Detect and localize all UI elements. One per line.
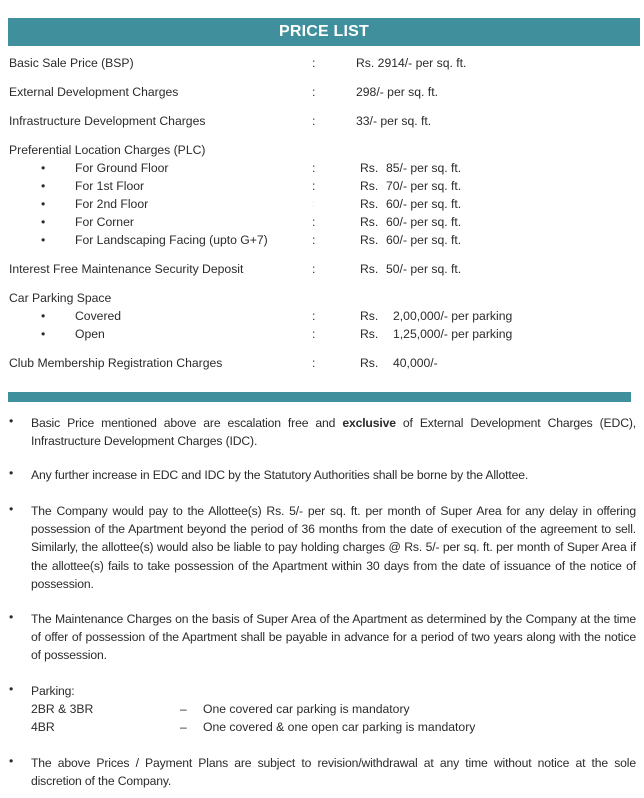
note-text-part: Basic Price mentioned above are escalation free and — [31, 416, 343, 430]
bullet-icon: • — [41, 327, 46, 341]
currency: Rs. — [360, 309, 379, 323]
row-label: Car Parking Space — [9, 291, 112, 305]
apartment-type: 4BR — [31, 720, 55, 734]
row-separator: : — [312, 56, 316, 70]
row-label: Open — [75, 327, 105, 341]
currency: Rs. — [360, 327, 379, 341]
bullet-icon: • — [41, 233, 46, 247]
bullet-icon: • — [9, 466, 14, 480]
bullet-icon: • — [41, 161, 46, 175]
row-separator: : — [312, 161, 316, 175]
currency: Rs. — [360, 215, 379, 229]
row-separator: : — [312, 114, 316, 128]
row-label: For Landscaping Facing (upto G+7) — [75, 233, 268, 247]
section-divider — [8, 392, 631, 402]
dash: – — [180, 720, 187, 734]
currency: Rs. — [360, 197, 379, 211]
parking-rule: One covered & one open car parking is mandatory — [203, 720, 476, 734]
bullet-icon: • — [9, 502, 14, 516]
row-label: External Development Charges — [9, 85, 179, 99]
bullet-icon: • — [9, 754, 14, 768]
row-separator: : — [312, 85, 316, 99]
amount: 70/- per sq. ft. — [386, 179, 462, 193]
row-label: For 2nd Floor — [75, 197, 149, 211]
note-text — [31, 414, 636, 450]
note-text: Parking: — [31, 684, 75, 698]
note-text: The Maintenance Charges on the basis of Super Area of the Apartment as determined by the Company at the time of offer of possession of the Apartment shall be payable in advance for a period of two years along with the notice of possession. — [31, 612, 636, 663]
amount: 60/- per sq. ft. — [386, 215, 462, 229]
apartment-type: 2BR & 3BR — [31, 702, 94, 716]
currency: Rs. — [360, 262, 379, 276]
row-label: For Ground Floor — [75, 161, 169, 175]
dash: – — [180, 702, 187, 716]
note-emphasis: exclusive — [342, 416, 396, 430]
note-text: Any further increase in EDC and IDC by the Statutory Authorities shall be borne by the Allottee. — [31, 468, 529, 482]
row-separator: : — [312, 327, 316, 341]
row-separator: : — [312, 356, 316, 370]
bullet-icon: • — [41, 179, 46, 193]
row-label: Infrastructure Development Charges — [9, 114, 206, 128]
currency: Rs. — [360, 179, 379, 193]
amount: 60/- per sq. ft. — [386, 233, 462, 247]
row-label: Basic Sale Price (BSP) — [9, 56, 134, 70]
amount: 1,25,000/- per parking — [393, 327, 513, 341]
row-label: Preferential Location Charges (PLC) — [9, 143, 206, 157]
amount: 40,000/- — [393, 356, 438, 370]
row-value: 33/- per sq. ft. — [356, 114, 432, 128]
row-value: Rs. 2914/- per sq. ft. — [356, 56, 467, 70]
parking-rule: One covered car parking is mandatory — [203, 702, 410, 716]
bullet-icon: • — [9, 682, 14, 696]
bullet-icon: • — [9, 414, 14, 428]
row-value: 298/- per sq. ft. — [356, 85, 438, 99]
note-text: The above Prices / Payment Plans are subject to revision/withdrawal at any time without notice at the sole discretion of the Company. — [31, 756, 636, 789]
row-separator: : — [312, 215, 316, 229]
bullet-icon: • — [9, 610, 14, 624]
amount: 2,00,000/- per parking — [393, 309, 513, 323]
row-separator: : — [312, 199, 315, 208]
note-text: The Company would pay to the Allottee(s) Rs. 5/- per sq. ft. per month of Super Area for any delay in offering possession of the Apartment beyond the period of 36 months from the date of execution of the agreement to sell. Similarly, the allottee(s) would also be liable to pay holding charges @ Rs. 5/- per sq. ft. per month of Super Area if the allottee(s) fails to take possession of the Apartment within 30 days from the date of issuance of the notice of possession. — [31, 504, 636, 591]
amount: 50/- per sq. ft. — [386, 262, 462, 276]
amount: 85/- per sq. ft. — [386, 161, 462, 175]
row-separator: : — [312, 233, 316, 247]
row-label: For Corner — [75, 215, 134, 229]
row-separator: : — [312, 309, 316, 323]
bullet-icon: • — [41, 309, 46, 323]
row-label: Interest Free Maintenance Security Deposit — [9, 262, 244, 276]
bullet-icon: • — [41, 215, 46, 229]
note-text-part: of External Development Charges (EDC), Infrastructure Development Charges (IDC). — [31, 416, 636, 449]
price-list-header: PRICE LIST — [8, 18, 640, 46]
bullet-icon: • — [41, 197, 46, 211]
row-separator: : — [312, 179, 316, 193]
row-label: For 1st Floor — [75, 179, 145, 193]
currency: Rs. — [360, 233, 379, 247]
row-label: Club Membership Registration Charges — [9, 356, 223, 370]
row-separator: : — [312, 262, 316, 276]
amount: 60/- per sq. ft. — [386, 197, 462, 211]
currency: Rs. — [360, 356, 379, 370]
row-label: Covered — [75, 309, 122, 323]
currency: Rs. — [360, 161, 379, 175]
